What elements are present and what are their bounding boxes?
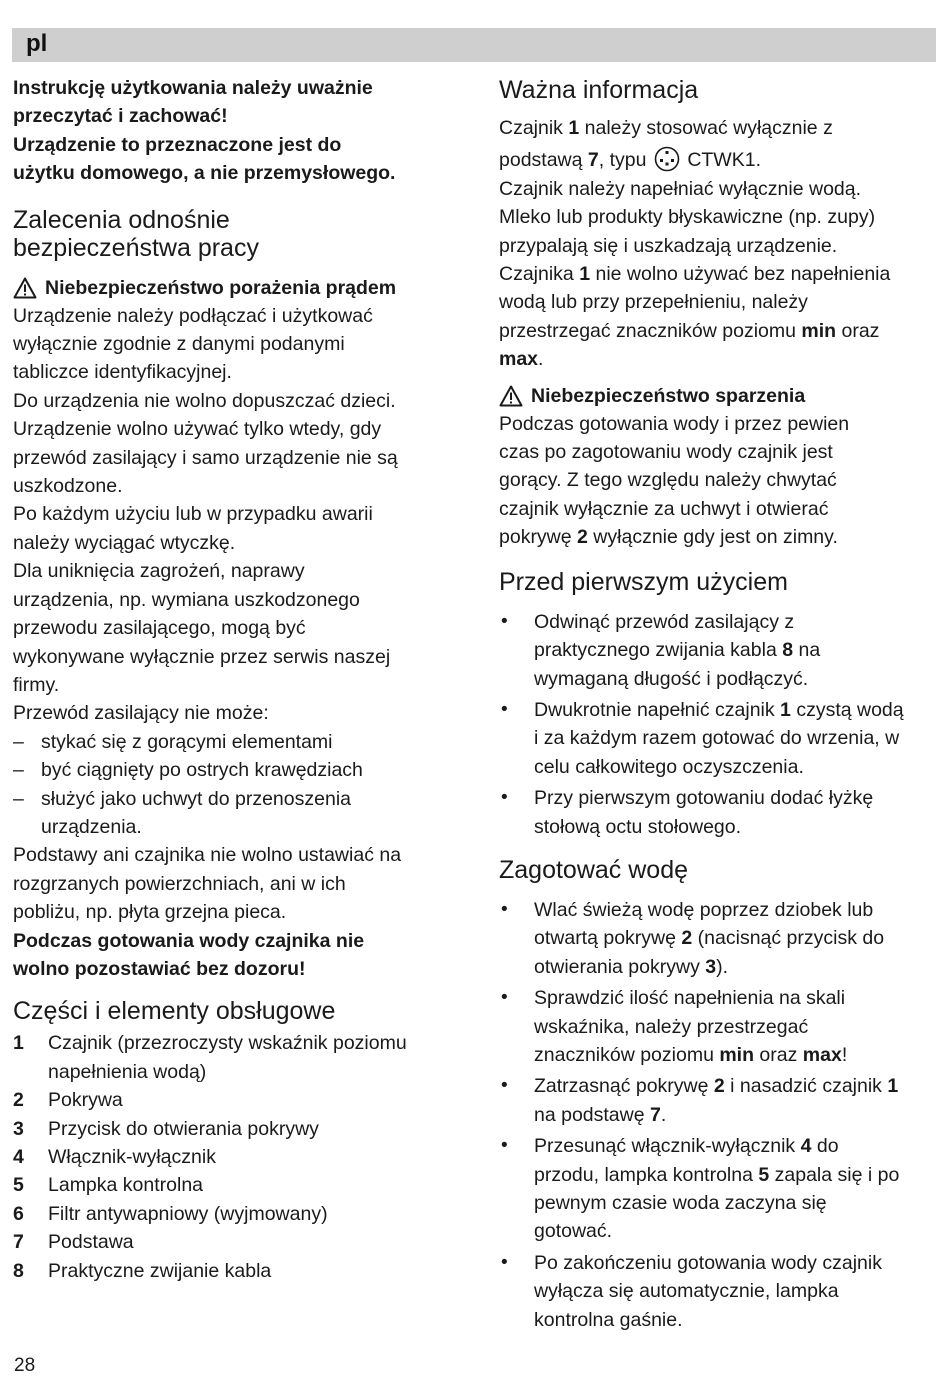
important-line: podstawą 7, typu CTWK1. (499, 146, 939, 174)
list-item: • Przesunąć włącznik-wyłącznik 4 do przodu, lampka kontrolna 5 zapala się i po pewnym czasie woda zaczyna się gotować. (499, 1132, 904, 1246)
list-item: • Zatrzasnąć pokrywę 2 i nasadzić czajnik 1 na podstawę 7. (499, 1072, 904, 1129)
important-line: Czajnik 1 należy stosować wyłącznie z (499, 117, 833, 139)
important-line: max. (499, 348, 544, 371)
list-item: • Po zakończeniu gotowania wody czajnik wyłącza się automatycznie, lampka kontrolna gaśnie. (499, 1249, 904, 1334)
bullet-marker: • (501, 610, 508, 632)
safety-heading: Zalecenia odnośnie (13, 205, 230, 234)
important-line: przestrzegać znaczników poziomu min oraz (499, 319, 880, 342)
important-line: Mleko lub produkty błyskawiczne (np. zupy) (499, 206, 876, 229)
list-item: • Przy pierwszym gotowaniu dodać łyżkę stołową octu stołowego. (499, 784, 904, 841)
parts-list (13, 1029, 448, 1285)
part-item: 7 Podstawa (13, 1231, 134, 1254)
first-use-heading: Przed pierwszym użyciem (499, 567, 788, 596)
safety-line: Dla uniknięcia zagrożeń, naprawy (13, 560, 305, 583)
safety-heading: bezpieczeństwa pracy (13, 233, 259, 262)
list-item: – stykać się z gorącymi elementami (13, 728, 393, 756)
list-item: – być ciągnięty po ostrych krawędziach (13, 756, 393, 784)
intro-line: przeczytać i zachować! (13, 105, 228, 128)
part-item: 8 Praktyczne zwijanie kabla (13, 1259, 272, 1282)
burn-warning-line: Podczas gotowania wody i przez pewien (499, 412, 850, 435)
shock-warning-title (13, 274, 463, 302)
cord-restrictions-list (13, 728, 393, 842)
list-item: • Wlać świeżą wodę poprzez dziobek lub otwartą pokrywę 2 (nacisnąć przycisk do otwierania pokrywy 3). (499, 896, 904, 981)
boil-heading: Zagotować wodę (499, 855, 689, 884)
safety-line: Urządzenie należy podłączać i użytkować (13, 304, 373, 327)
important-line: przypalają się i uszkadzają urządzenie. (499, 234, 838, 257)
left-column (13, 74, 463, 1285)
important-line: Czajnik należy napełniać wyłącznie wodą. (499, 177, 862, 200)
part-item: 6 Filtr antywapniowy (wyjmowany) (13, 1202, 328, 1225)
safety-bold-line: wolno pozostawiać bez dozoru! (13, 957, 306, 980)
safety-line: pobliżu, np. płyta grzejna pieca. (13, 901, 287, 924)
bullet-marker: • (501, 898, 508, 920)
safety-text (13, 302, 463, 728)
base-type-symbol-icon (654, 146, 680, 172)
intro-line: użytku domowego, a nie przemysłowego. (13, 162, 396, 185)
bullet-marker: • (501, 698, 508, 720)
bullet-marker: • (501, 1075, 508, 1097)
language-header-bar (12, 28, 936, 62)
safety-line: wykonywane wyłącznie przez serwis naszej (13, 645, 391, 668)
safety-bold-line: Podczas gotowania wody czajnika nie (13, 929, 365, 952)
safety-line: przewód zasilający i samo urządzenie nie są (13, 446, 398, 469)
burn-warning-line: pokrywę 2 wyłącznie gdy jest on zimny. (499, 526, 838, 549)
warning-triangle-icon (13, 277, 37, 299)
language-code: pl (26, 30, 48, 57)
safety-line: Po każdym użyciu lub w przypadku awarii (13, 503, 373, 526)
parts-heading: Części i elementy obsługowe (13, 997, 336, 1026)
safety-line: urządzenia, np. wymiana uszkodzonego (13, 588, 360, 611)
right-column (499, 74, 939, 1337)
important-heading: Ważna informacja (499, 76, 699, 104)
important-line: Czajnika 1 nie wolno używać bez napełnienia (499, 263, 891, 286)
burn-warning-line: gorący. Z tego względu należy chwytać (499, 469, 837, 492)
burn-warning-line: czas po zagotowaniu wody czajnik jest (499, 441, 833, 464)
part-item: 1 Czajnik (przezroczysty wskaźnik poziomu napełnienia wodą) (13, 1032, 407, 1083)
safety-line: wyłącznie zgodnie z danymi podanymi (13, 333, 345, 356)
bullet-marker: • (501, 787, 508, 809)
dash-marker: – (13, 787, 24, 810)
part-item: 2 Pokrywa (13, 1089, 123, 1112)
bullet-marker: • (501, 987, 508, 1009)
intro-block (13, 74, 463, 188)
safety-line: tabliczce identyfikacyjnej. (13, 361, 232, 384)
safety-line: Urządzenie wolno używać tylko wtedy, gdy (13, 418, 382, 441)
list-item: • Sprawdzić ilość napełnienia na skali wskaźnika, należy przestrzegać znaczników poziomu min oraz max! (499, 984, 904, 1069)
list-item: – służyć jako uchwyt do przenoszenia urządzenia. (13, 785, 393, 842)
bullet-marker: • (501, 1135, 508, 1157)
part-item: 4 Włącznik-wyłącznik (13, 1146, 216, 1168)
safety-line: Podstawy ani czajnika nie wolno ustawiać na (13, 844, 402, 867)
important-line: wodą lub przy przepełnieniu, należy (499, 291, 808, 314)
intro-line: Urządzenie to przeznaczone jest do (13, 133, 342, 156)
list-item: • Odwinąć przewód zasilający z praktycznego zwijania kabla 8 na wymaganą długość i podłączyć. (499, 608, 904, 693)
safety-line: przewodu zasilającego, mogą być (13, 617, 306, 640)
bullet-marker: • (501, 1251, 508, 1273)
safety-line: Do urządzenia nie wolno dopuszczać dzieci. (13, 389, 396, 412)
list-item: • Dwukrotnie napełnić czajnik 1 czystą wodą i za każdym razem gotować do wrzenia, w celu całkowitego oczyszczenia. (499, 696, 904, 781)
safety-line: należy wyciągać wtyczkę. (13, 531, 236, 554)
intro-line: Instrukcję użytkowania należy uważnie (13, 77, 373, 99)
safety-line: Przewód zasilający nie może: (13, 702, 269, 725)
warning-label: Niebezpieczeństwo porażenia prądem (45, 276, 397, 299)
warning-label: Niebezpieczeństwo sparzenia (531, 384, 806, 407)
first-use-list (499, 608, 904, 841)
safety-after-text (13, 841, 463, 983)
dash-marker: – (13, 759, 24, 782)
safety-line: uszkodzone. (13, 475, 123, 498)
warning-triangle-icon (499, 385, 523, 407)
boil-list (499, 896, 904, 1334)
page-number: 28 (14, 1355, 36, 1376)
burn-warning-title (499, 382, 939, 410)
burn-warning-line: czajnik wyłącznie za uchwyt i otwierać (499, 497, 829, 520)
dash-marker: – (13, 730, 24, 753)
safety-line: rozgrzanych powierzchniach, ani w ich (13, 872, 346, 895)
safety-line: firmy. (13, 673, 60, 696)
part-item: 3 Przycisk do otwierania pokrywy (13, 1117, 319, 1140)
part-item: 5 Lampka kontrolna (13, 1174, 204, 1197)
